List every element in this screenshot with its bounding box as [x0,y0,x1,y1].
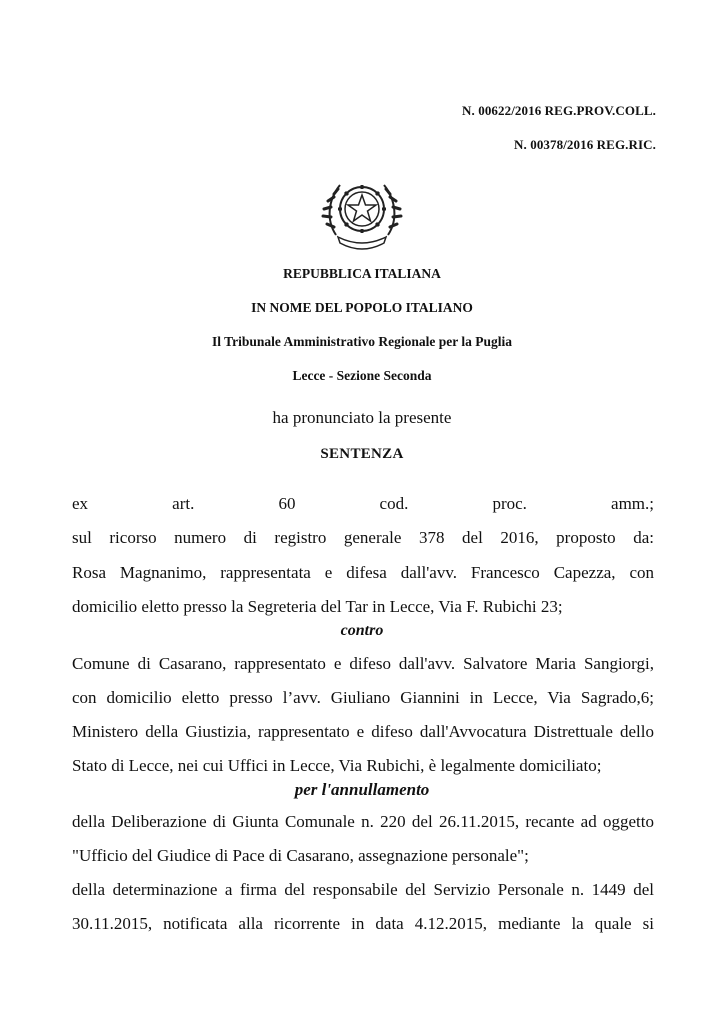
reg-prov-coll-number: N. 00622/2016 REG.PROV.COLL. [462,103,656,118]
body-line: della Deliberazione di Giunta Comunale n. 220 del 26.11.2015, recante ad oggetto [72,812,654,831]
contro-heading: contro [340,622,384,639]
body-line: "Ufficio del Giudice di Pace di Casarano, assegnazione personale"; [72,846,529,865]
in-name-of-people-heading: IN NOME DEL POPOLO ITALIANO [251,300,473,315]
court-name-heading: Il Tribunale Amministrativo Regionale per la Puglia [211,334,512,349]
body-line: Stato di Lecce, nei cui Uffici in Lecce, Via Rubichi, è legalmente domiciliato; [72,756,602,775]
body-line: ex art. 60 cod. proc. amm.; [72,494,654,513]
annullamento-heading: per l'annullamento [294,780,430,799]
court-section-heading: Lecce - Sezione Seconda [292,368,432,383]
document-title: SENTENZA [320,446,404,462]
body-line: domicilio eletto presso la Segreteria del Tar in Lecce, Via F. Rubichi 23; [72,597,563,616]
italian-republic-emblem-icon [316,165,408,257]
intro-text: ha pronunciato la presente [272,408,452,427]
body-line: Ministero della Giustizia, rappresentato e difeso dall'Avvocatura Distrettuale dello [72,722,654,741]
republic-heading: REPUBBLICA ITALIANA [283,266,441,281]
body-line: 30.11.2015, notificata alla ricorrente in data 4.12.2015, mediante la quale si [72,914,654,933]
body-line: della determinazione a firma del responsabile del Servizio Personale n. 1449 del [72,880,654,899]
body-line: con domicilio eletto presso l’avv. Giuliano Giannini in Lecce, Via Sagrado,6; [72,688,654,707]
body-line: Comune di Casarano, rappresentato e difeso dall'avv. Salvatore Maria Sangiorgi, [72,654,654,673]
body-line: sul ricorso numero di registro generale 378 del 2016, proposto da: [72,528,654,547]
body-line: Rosa Magnanimo, rappresentata e difesa dall'avv. Francesco Capezza, con [72,563,654,582]
reg-ric-number: N. 00378/2016 REG.RIC. [514,137,656,152]
